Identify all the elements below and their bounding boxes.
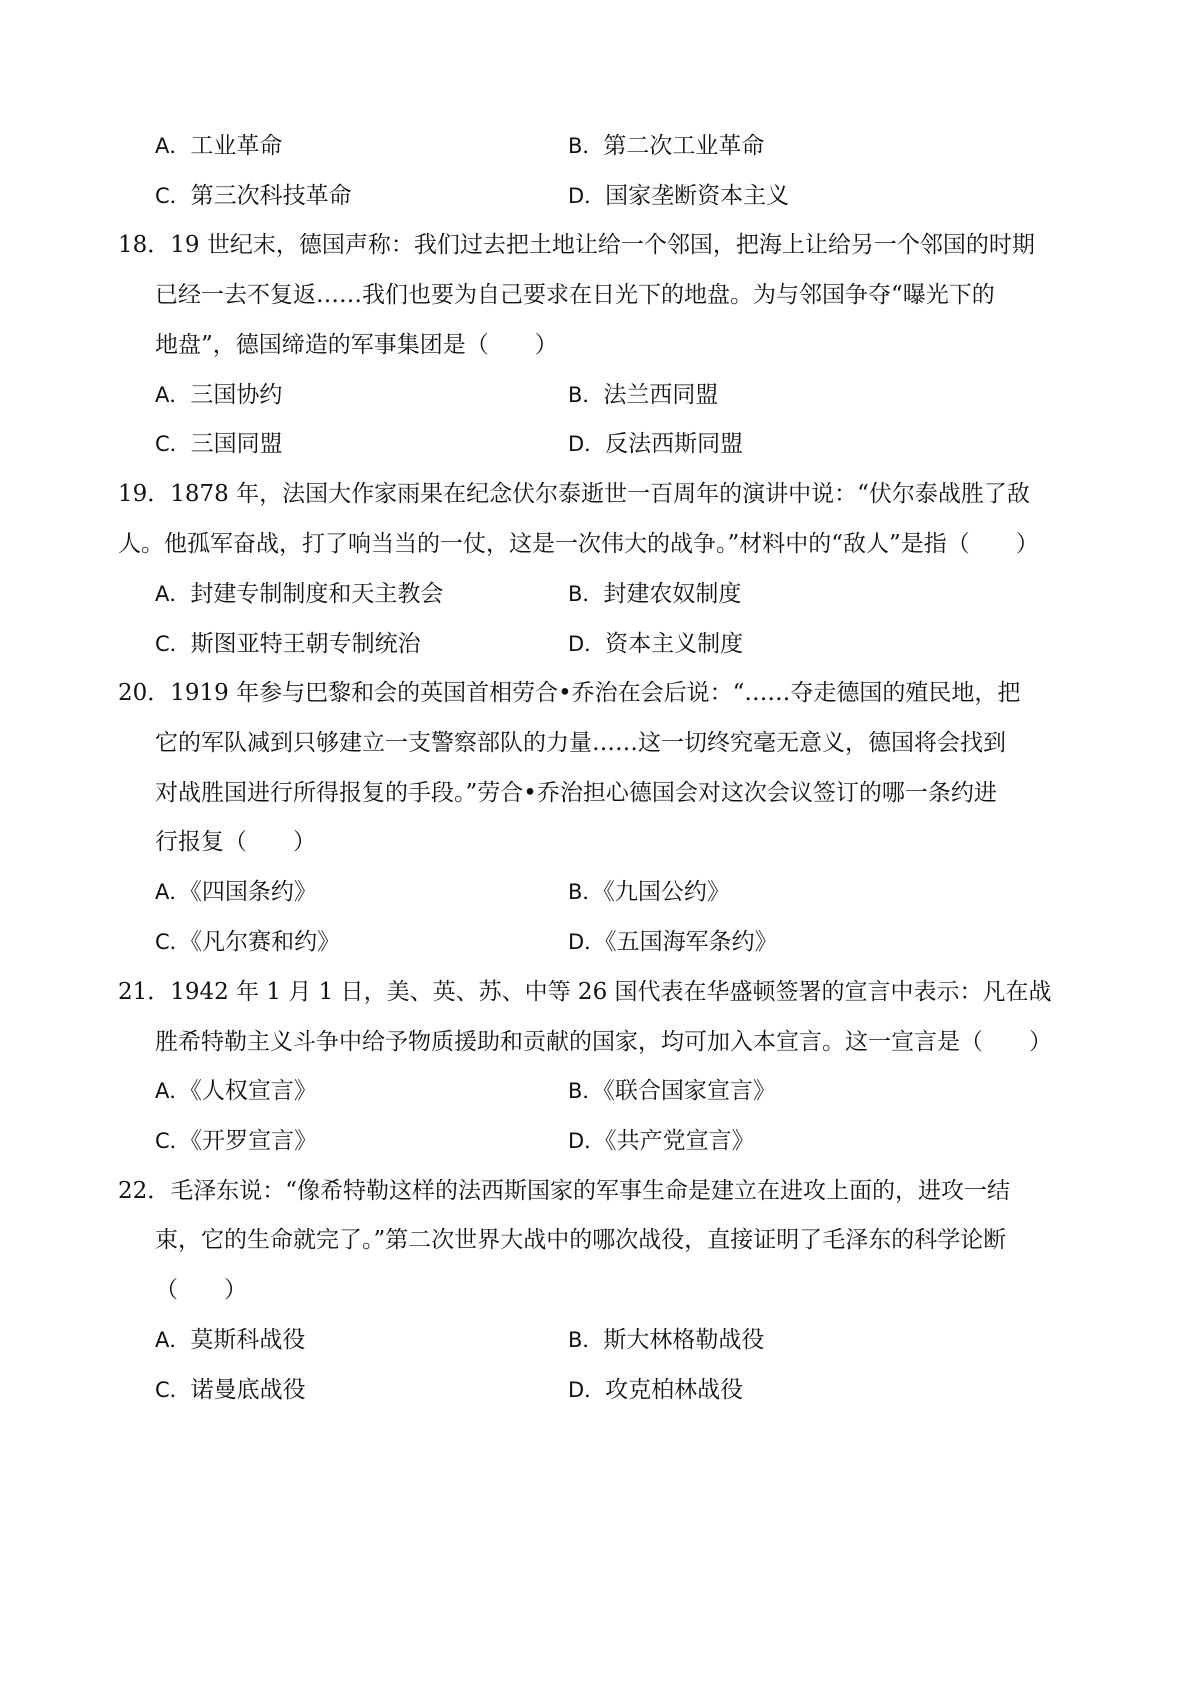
q19-options-row-2 (0, 624, 1200, 664)
prev-options-row-1 (0, 126, 1200, 166)
q18-option-d: D．反法西斯同盟 (568, 431, 744, 457)
q18-options-row-2 (0, 424, 1200, 464)
q20-option-c: C．《凡尔赛和约》 (155, 929, 341, 955)
prev-option-a: A．工业革命 (155, 133, 283, 159)
q19-option-d: D．资本主义制度 (568, 631, 744, 657)
q20-option-a: A．《四国条约》 (155, 879, 317, 905)
q22-option-c: C．诺曼底战役 (155, 1377, 306, 1403)
q22-stem-line-1: 22．毛泽东说：“像希特勒这样的法西斯国家的军事生命是建立在进攻上面的，进攻一结 (118, 1178, 1011, 1204)
q22-option-b: B．斯大林格勒战役 (568, 1327, 765, 1353)
q19-option-a: A．封建专制制度和天主教会 (155, 581, 444, 607)
prev-option-b: B．第二次工业革命 (568, 133, 765, 159)
q18-stem-line-2: 已经一去不复返……我们也要为自己要求在日光下的地盘。为与邻国争夺“曝光下的 (155, 282, 995, 308)
q21-options-row-1 (0, 1071, 1200, 1111)
q20-stem-line-1: 20．1919 年参与巴黎和会的英国首相劳合•乔治在会后说：“……夺走德国的殖民地，把 (118, 680, 1021, 706)
q22-option-d: D．攻克柏林战役 (568, 1377, 744, 1403)
q21-option-c: C．《开罗宣言》 (155, 1128, 318, 1154)
q21-stem-line-2: 胜希特勒主义斗争中给予物质援助和贡献的国家，均可加入本宣言。这一宣言是（ ） (155, 1029, 1052, 1055)
q18-option-a: A．三国协约 (155, 382, 283, 408)
q22-options-row-1 (0, 1320, 1200, 1360)
q18-options-row-1 (0, 375, 1200, 415)
q22-stem-line-2: 束，它的生命就完了。”第二次世界大战中的哪次战役，直接证明了毛泽东的科学论断 (155, 1227, 1007, 1253)
q18-option-b: B．法兰西同盟 (568, 382, 719, 408)
q20-options-row-2 (0, 922, 1200, 962)
q21-option-b: B．《联合国家宣言》 (568, 1078, 776, 1104)
q20-stem-line-4: 行报复（ ） (155, 829, 316, 855)
q21-options-row-2 (0, 1121, 1200, 1161)
q19-option-b: B．封建农奴制度 (568, 581, 742, 607)
q20-options-row-1 (0, 872, 1200, 912)
q20-option-d: D．《五国海军条约》 (568, 929, 778, 955)
q22-stem-line-3: （ ） (155, 1277, 247, 1303)
q20-stem-line-2: 它的军队减到只够建立一支警察部队的力量……这一切终究毫无意义，德国将会找到 (155, 730, 1006, 756)
q18-stem-line-1: 18．19 世纪末，德国声称：我们过去把土地让给一个邻国，把海上让给另一个邻国的时期 (118, 232, 1035, 258)
q18-stem-line-3: 地盘”，德国缔造的军事集团是（ ） (155, 332, 558, 358)
q22-option-a: A．莫斯科战役 (155, 1327, 306, 1353)
q21-stem-line-1: 21．1942 年 1 月 1 日，美、英、苏、中等 26 国代表在华盛顿签署的宣言中表示：凡在战 (118, 979, 1052, 1005)
q22-options-row-2 (0, 1370, 1200, 1410)
q19-option-c: C．斯图亚特王朝专制统治 (155, 631, 421, 657)
q21-option-d: D．《共产党宣言》 (568, 1128, 755, 1154)
prev-options-row-2 (0, 176, 1200, 216)
q21-option-a: A．《人权宣言》 (155, 1078, 317, 1104)
prev-option-c: C．第三次科技革命 (155, 183, 352, 209)
prev-option-d: D．国家垄断资本主义 (568, 183, 790, 209)
q19-stem-line-2: 人。他孤军奋战，打了响当当的一仗，这是一次伟大的战争。”材料中的“敌人”是指（ ） (118, 531, 1039, 557)
q18-option-c: C．三国同盟 (155, 431, 283, 457)
q20-option-b: B．《九国公约》 (568, 879, 730, 905)
q19-stem-line-1: 19．1878 年，法国大作家雨果在纪念伏尔泰逝世一百周年的演讲中说：“伏尔泰战胜了敌 (118, 481, 1030, 507)
q19-options-row-1 (0, 574, 1200, 614)
q20-stem-line-3: 对战胜国进行所得报复的手段。”劳合•乔治担心德国会对这次会议签订的哪一条约进 (155, 780, 997, 806)
